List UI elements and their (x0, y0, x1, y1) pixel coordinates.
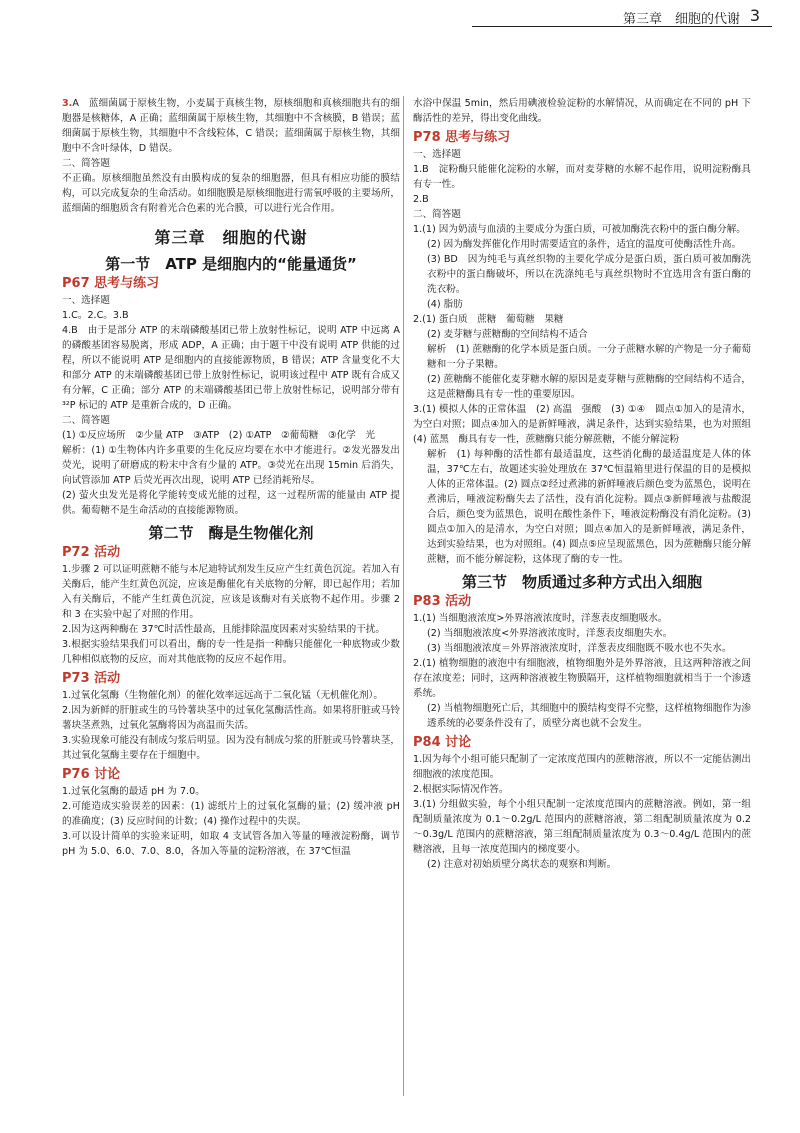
analysis-paragraph: 解析 (1) 每种酶的活性都有最适温度，这些消化酶的最适温度是人体的体温，37℃左右，故题述实验处理放在 37℃恒温箱里进行保温的目的是模拟人体的正常体温。(2) 圆点②经过煮沸的新鲜唾液后颜色变为蓝黑色，说明在煮沸后，唾液淀粉酶失去了活性，没有消化淀粉。圆点③新鲜唾液与盐酸混合后，颜色变为蓝黑色，说明在酸性条件下，唾液淀粉酶没有消化淀粉。(3) 圆点①加入的是清水，为空白对照；圆点④加入的是新鲜唾液，满足条件，达到实验结果，也为对照组。(4) 圆点⑤应呈现蓝黑色，因为蔗糖酶只能分解蔗糖，而不能分解淀粉，这体现了酶的专一性。 (427, 449, 751, 565)
section-label: 二、简答题 (62, 158, 110, 169)
answer-paragraph: (2) 当细胞液浓度<外界溶液浓度时，洋葱表皮细胞失水。 (427, 628, 673, 639)
section-title: 第一节 ATP 是细胞内的“能量通货” (105, 255, 357, 273)
answer-paragraph: 4.B 由于是部分 ATP 的末端磷酸基团已带上放射性标记，说明 ATP 中远离 A 的磷酸基团容易脱离，形成 ADP，A 正确；由于题干中没有说明 ATP 供能的过程，所以不能说明 ATP 是细胞内的直接能源物质，B 错误；ATP 含量变化不大和部分 ATP 的末端磷酸基团已带上放射性标记，说明该过程中 ATP 既有合成又有分解，C 正确；部分 ATP 的末端磷酸基团已带上放射性标记，说明部分带有³²P 标记的 ATP 是重新合成的，D 正确。 (62, 325, 400, 411)
column-divider (403, 96, 404, 1096)
answer-paragraph: 2.因为这两种酶在 37℃时活性最高，且能排除温度因素对实验结果的干扰。 (62, 624, 385, 635)
analysis-paragraph: (2) 蔗糖酶不能催化麦芽糖水解的原因是麦芽糖与蔗糖酶的空间结构不适合，这是蔗糖酶具有专一性的重要原因。 (427, 374, 751, 400)
subsection-title: P67 思考与练习 (62, 276, 160, 291)
section-title: 第三节 物质通过多种方式出入细胞 (461, 573, 702, 591)
answer-paragraph: 3.(1) 分组做实验，每个小组只配制一定浓度范围内的蔗糖溶液。例如，第一组配制质量浓度为 0.1～0.2g/L 范围内的蔗糖溶液，第二组配制质量浓度为 0.2～0.3g/L 范围内的蔗糖溶液，第三组配制质量浓度为 0.3～0.4g/L 范围内的蔗糖溶液，且每一浓度范围内的梯度要小。 (413, 799, 751, 855)
analysis-paragraph: 解析：(1) ①生物体内许多重要的生化反应均要在水中才能进行。②发光器发出荧光，说明了研磨成的粉末中含有少量的 ATP。③荧光在出现 15min 后消失，向试管添加 ATP 后荧光再次出现，说明 ATP 已经消耗殆尽。 (62, 445, 400, 486)
left-column (62, 96, 400, 859)
answer-paragraph: (3) BD 因为纯毛与真丝织物的主要化学成分是蛋白质，蛋白质可被加酶洗衣粉中的蛋白酶破坏，所以在洗涤纯毛与真丝织物时不宜选用含有蛋白酶的洗衣粉。 (427, 254, 751, 295)
answer-paragraph: 1.过氧化氢酶（生物催化剂）的催化效率远远高于二氧化锰（无机催化剂）。 (62, 690, 383, 701)
answer-paragraph: 水浴中保温 5min，然后用碘液检验淀粉的水解情况，从而确定在不同的 pH 下酶活性的差异，得出变化曲线。 (413, 98, 751, 124)
answer-paragraph: 2.因为新鲜的肝脏或生的马铃薯块茎中的过氧化氢酶活性高。如果将肝脏或马铃薯块茎煮熟，过氧化氢酶将因为高温而失活。 (62, 705, 400, 731)
section-label: 二、简答题 (62, 415, 110, 426)
answer-paragraph: 1.(1) 当细胞液浓度>外界溶液浓度时，洋葱表皮细胞吸水。 (413, 613, 668, 624)
right-column (413, 96, 761, 872)
answer-paragraph: 3.根据实验结果我们可以看出，酶的专一性是指一种酶只能催化一种底物或少数几种相似底物的反应，而对其他底物的反应不起作用。 (62, 639, 400, 665)
chapter-title: 第三章 细胞的代谢 (154, 228, 308, 247)
analysis-paragraph: (2) 萤火虫发光是将化学能转变成光能的过程，这一过程所需的能量由 ATP 提供。葡萄糖不是生命活动的直接能源物质。 (62, 490, 400, 516)
section-label: 一、选择题 (62, 295, 110, 306)
answer-paragraph: 1.(1) 因为奶渍与血渍的主要成分为蛋白质，可被加酶洗衣粉中的蛋白酶分解。 (413, 224, 746, 235)
subsection-title: P84 讨论 (413, 735, 472, 750)
answer-paragraph: (2) 注意对初始质壁分离状态的观察和判断。 (427, 859, 617, 870)
answer-paragraph: 1.步骤 2 可以证明蔗糖不能与本尼迪特试剂发生反应产生红黄色沉淀。若加入有关酶后，能产生红黄色沉淀，应该是酶催化有关底物的分解，即已起作用；若加入有关酶后，不能产生红黄色沉淀，应该是该酶对有关底物不起作用。步骤 2 和 3 在实验中起了对照的作用。 (62, 564, 400, 620)
answer-paragraph: 2.可能造成实验误差的因素：(1) 滤纸片上的过氧化氢酶的量；(2) 缓冲液 pH 的准确度；(3) 反应时间的计数；(4) 操作过程中的失误。 (62, 801, 400, 827)
subsection-title: P76 讨论 (62, 767, 121, 782)
answer-paragraph: 2.(1) 蛋白质 蔗糖 葡萄糖 果糖 (413, 314, 564, 325)
answer-paragraph: (4) 脂肪 (427, 299, 463, 310)
answer-paragraph: 2.(1) 植物细胞的液泡中有细胞液，植物细胞外是外界溶液，且这两种溶液之间存在浓度差；同时，这两种溶液被生物膜隔开，这样植物细胞就相当于一个渗透系统。 (413, 658, 751, 699)
answer-paragraph: 1.过氧化氢酶的最适 pH 为 7.0。 (62, 786, 205, 797)
answer-paragraph: (2) 因为酶发挥催化作用时需要适宜的条件，适宜的温度可使酶活性升高。 (427, 239, 742, 250)
section-label: 一、选择题 (413, 149, 461, 160)
answer-paragraph: (3) 当细胞液浓度＝外界溶液浓度时，洋葱表皮细胞既不吸水也不失水。 (427, 643, 732, 654)
section-label: 二、简答题 (413, 209, 461, 220)
answer-paragraph: 3.可以设计简单的实验来证明，如取 4 支试管各加入等量的唾液淀粉酶，调节 pH 为 5.0、6.0、7.0、8.0，各加入等量的淀粉溶液，在 37℃恒温 (62, 831, 400, 857)
subsection-title: P72 活动 (62, 545, 121, 560)
answer-paragraph: 1.因为每个小组可能只配制了一定浓度范围内的蔗糖溶液，所以不一定能估测出细胞液的浓度范围。 (413, 754, 751, 780)
answer-paragraph: 2.根据实际情况作答。 (413, 784, 509, 795)
answer-paragraph: 3.(1) 模拟人体的正常体温 (2) 高温 强酸 (3) ①④ 圆点①加入的是清水，为空白对照；圆点④加入的是新鲜唾液，满足条件，达到实验结果，也为对照组 (4) 蓝黑 酶具有专一性，蔗糖酶只能分解蔗糖，不能分解淀粉 (413, 404, 761, 445)
answer-paragraph: (2) 当植物细胞死亡后，其细胞中的膜结构变得不完整，这样植物细胞作为渗透系统的必要条件没有了，质壁分离也就不会发生。 (427, 703, 751, 729)
page-number: 3 (749, 6, 760, 25)
subsection-title: P83 活动 (413, 594, 472, 609)
page-header (0, 0, 800, 38)
answer-paragraph: (1) ①反应场所 ②少量 ATP ③ATP (2) ①ATP ②葡萄糖 ③化学 光 (62, 430, 376, 441)
answer-paragraph: 2.B (413, 194, 429, 205)
answer-paragraph: 1.C。2.C。3.B (62, 310, 129, 321)
answer-paragraph: 不正确。原核细胞虽然没有由膜构成的复杂的细胞器，但具有相应功能的膜结构，可以完成复杂的生命活动。如细胞膜是原核细胞进行需氧呼吸的主要场所，蓝细菌的细胞质含有附着光合色素的光合膜，可以进行光合作用。 (62, 173, 400, 214)
question-number: 3. (62, 98, 73, 109)
subsection-title: P78 思考与练习 (413, 130, 511, 145)
answer-paragraph: 3.A 蓝细菌属于原核生物，小麦属于真核生物，原核细胞和真核细胞共有的细胞器是核糖体，A 正确；蓝细菌属于原核生物，其细胞中不含核膜，B 错误；蓝细菌属于原核生物，其细胞中不含线粒体，C 错误；蓝细菌属于原核生物，其细胞中不含叶绿体，D 错误。 (62, 98, 400, 154)
subsection-title: P73 活动 (62, 671, 121, 686)
header-chapter-title: 第三章 细胞的代谢 (622, 12, 740, 27)
answer-paragraph: 3.实验现象可能没有制成匀浆后明显。因为没有制成匀浆的肝脏或马铃薯块茎，其过氧化氢酶主要存在于细胞中。 (62, 735, 400, 761)
analysis-paragraph: 解析 (1) 蔗糖酶的化学本质是蛋白质。一分子蔗糖水解的产物是一分子葡萄糖和一分子果糖。 (427, 344, 751, 370)
answer-paragraph: 1.B 淀粉酶只能催化淀粉的水解，而对麦芽糖的水解不起作用，说明淀粉酶具有专一性。 (413, 164, 751, 190)
section-title: 第二节 酶是生物催化剂 (148, 524, 314, 542)
answer-paragraph: (2) 麦芽糖与蔗糖酶的空间结构不适合 (427, 329, 588, 340)
